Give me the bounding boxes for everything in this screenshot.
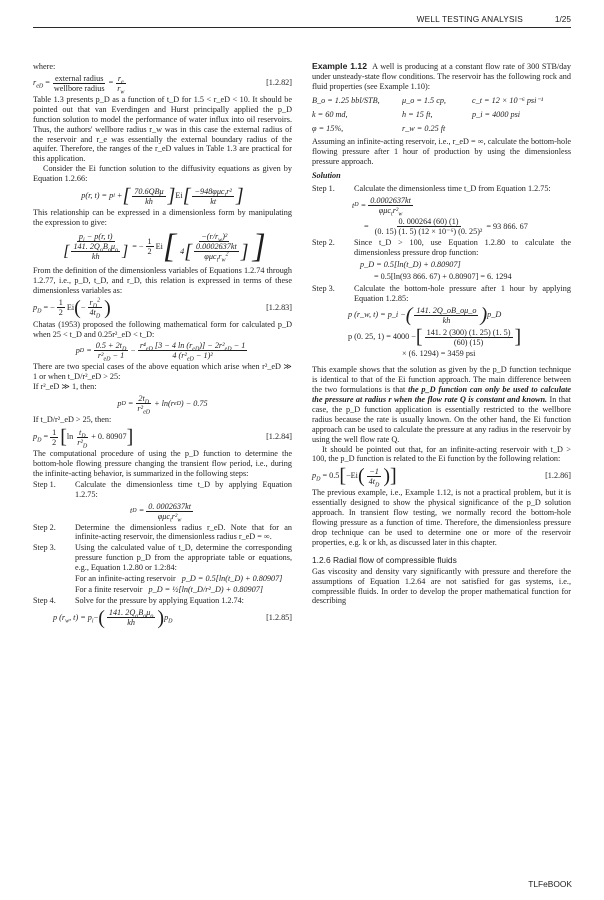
equation-case-1: p D = $\frac{2t_D}{r^2_{eD}}$ + ln(r eD ) − 0.75 <box>117 394 208 416</box>
property-pi: p_i = 4000 psi <box>472 109 521 119</box>
paragraph-compressible: Gas viscosity and density vary significantly with pressure and therefore the assumptions of Equation 1.2.64 are not satisfied for gas systems, i.e., compressible fluids. In order to develop the proper mathematical function for describing <box>312 566 571 606</box>
equation-1-2-66: p(r, t) = p i + [ $\frac{\text{70.6QBμ}}{kh}$ ] Ei [ $\frac{-948\varphi\mu c_tr^2}{kt}$ ] <box>81 185 244 208</box>
solution-step-3-result: × (6. 1294) = 3459 psi <box>402 349 476 359</box>
left-column <box>33 62 292 630</box>
paragraph-dimensionless-intro: This relationship can be expressed in a dimensionless form by manipulating the expression to give: <box>33 208 292 227</box>
step-1: Step 1. Calculate the dimensionless time t_D by applying Equation 1.2.75: <box>33 479 292 499</box>
reservoir-properties <box>312 96 571 134</box>
solution-heading: Solution <box>312 171 341 181</box>
step-3-finite: For a finite reservoir p_D = ½[ln(t_D/r²_D) + 0.80907] <box>75 585 264 594</box>
case-1-label: If r²_eD ≫ 1, then: <box>33 382 97 392</box>
solution-step-1: Step 1. Calculate the dimensionless time t_D from Equation 1.2.75: <box>312 184 551 194</box>
property-empty <box>472 124 572 134</box>
paragraph-table-1-3: Table 1.3 presents p_D as a function of t_D for 1.5 < r_eD < 10. It should be pointed out that van Everdingen and Hurst principally applied the p_D function solution to model the performance of water influx into oil reservoirs. Thus, the authors' wellbore radius r_w was in this case the external radius of the reservoir and r_e was essentially the external boundary radius of the aquifer. Therefore, the ranges of the r_eD values in Table 1.3 are practical for this application. <box>33 94 292 164</box>
solution-step-1-evaluation: = $\frac{0. 000264 (60) (1)}{\text{(0. 15) (1. 5) (12 × 10⁻⁶) (0. 25)²}}$ = 93 866. 67 <box>364 216 528 236</box>
solution-step-2-equation: p_D = 0.5[ln(t_D) + 0.80907] <box>360 259 461 269</box>
property-bo: B_o = 1.25 bbl/STB, <box>312 95 380 105</box>
paragraph-practical: The previous example, i.e., Example 1.12, is not a practical problem, but it is essentially designed to show the physical significance of the p_D solution approach. In transient flow testing, we normally record the bottom-hole flowing pressure as a function of time. Therefore, the dimensionless pressure drop technique can be used to determine one or more of the reservoir properties, e.g. k or kh, as discussed later in this chapter. <box>312 488 571 547</box>
step-4: Step 4. Solve for the pressure by applying Equation 1.2.74: <box>33 595 244 605</box>
right-column <box>312 62 571 606</box>
equation-number: [1.2.84] <box>266 432 292 442</box>
property-h: h = 15 ft, <box>402 109 433 119</box>
paragraph-ei-intro: Consider the Ei function solution to the diffusivity equations as given by Equation 1.2.66: <box>33 164 292 184</box>
equation-number: [1.2.82] <box>266 78 292 88</box>
running-header <box>33 14 571 28</box>
equation-1-2-82: $r_{eD}$ = $\frac{\text{external radius}}{\text{wellbore radius}}$ = $\frac{r_e}{r_w}$ [1.2.82] <box>33 73 292 96</box>
paragraph-chatas: Chatas (1953) proposed the following mathematical form for calculated p_D when 25 < t_D and 0.25r²_eD < t_D: <box>33 319 292 339</box>
example-1-12: Example 1.12 A well is producing at a constant flow rate of 300 STB/day under unsteady-state flow conditions. The reservoir has the following rock and fluid properties (see Example 1.10): <box>312 61 572 91</box>
paragraph-dimensionless-definition: From the definition of the dimensionless variables of Equations 1.2.74 through 1.2.77, i.e., p_D, t_D, and r_D, this relation is expressed in terms of these dimensionless variables as: <box>33 265 292 295</box>
equation-1-2-83: $p_D$ = − $\frac{1}{2}$ Ei ( − $\frac{r_D^2}{4t_D}$ ) [1.2.83] <box>33 296 292 320</box>
section-heading-1-2-6: 1.2.6 Radial flow of compressible fluids <box>312 554 457 565</box>
equation-number: [1.2.83] <box>266 302 292 312</box>
running-title: WELL TESTING ANALYSIS <box>416 14 523 24</box>
equation-chatas: p D = $\frac{0.5 + 2t_D}{r^2_{eD} - 1}$ − $\frac{r^4_{eD} [3 - 4 \ln (r_{eD})] - 2r^2_{eD} - 1}{4 (r^2_{eD} - 1)^2}$ <box>75 341 246 364</box>
paragraph-procedure: The computational procedure of using the p_D function to determine the bottom-hole flowing pressure changing the transient flow period, i.e., during the infinite-acting behavior, is summarized in the following steps: <box>33 449 292 478</box>
equation-dimensionless-form: $p_i - p(r$, t) [ $\frac{141. 2Q_oB_o\mu_o}{kh}$ ] = − $\frac{1}{2}$ Ei [ $-(r/r_w)^2$ 4[ $\frac{0.0002637kt}{\varphi\mu c_tr_w^2}$ ] ] <box>63 227 266 265</box>
where-label: where: <box>33 62 56 71</box>
example-title: Example 1.12 <box>312 61 367 71</box>
solution-step-2-result: = 0.5[ln(93 866. 67) + 0.80907] = 6. 1294 <box>374 271 512 281</box>
paragraph-assumption: Assuming an infinite-acting reservoir, i.e., r_eD = ∞, calculate the bottom-hole flowing pressure after 1 hour of production by using the dimensionless pressure approach. <box>312 137 571 167</box>
equation-1-2-85: p ($r_w$, $t) = p_i$ − ( $\frac{141. 2Q_oB_o\mu_o}{kh}$ ) $p_D$ [1.2.85] <box>53 606 292 629</box>
equation-1-2-84: $p_D$ = $\frac{1}{2}$ [ ln $\frac{t_D}{r^2_D}$ + 0. 80907 ] [1.2.84] <box>33 426 292 450</box>
property-k: k = 60 md, <box>312 109 348 119</box>
step-3-infinite: For an infinite-acting reservoir p_D = 0.5[ln(t_D) + 0.80907] <box>75 574 283 584</box>
paragraph-relation: It should be pointed out that, for an infinite-acting reservoir with t_D > 100, the p_D function is related to the Ei function by the following relation: <box>312 444 571 464</box>
property-phi: φ = 15%, <box>312 123 344 133</box>
page-number: 1/25 <box>554 14 571 24</box>
equation-step-1: t D = $\frac{0. 0002637kt}{\varphi\mu c_tr^2_w}$ <box>130 501 191 524</box>
footer-watermark: TLFeBOOK <box>528 879 572 890</box>
step-2: Step 2. Determine the dimensionless radius r_eD. Note that for an infinite-acting reservoir, the dimensionless radius r_eD = ∞. <box>33 522 292 542</box>
equation-number: [1.2.85] <box>266 612 292 622</box>
paragraph-comparison: This example shows that the solution as given by the p_D function technique is identical to that of the Ei function approach. The main difference between the two formulations is that the p_D function can only be used to calculate the pressure at radius r when the flow rate Q is constant and known. In that case, the p_D function application is essentially restricted to the wellbore radius because the rate is usually known. On the other hand, the Ei function approach can be used to calculate the pressure at any radius in the reservoir by using the well flow rate Q. <box>312 365 571 444</box>
property-mu: μ_o = 1.5 cp, <box>402 95 446 105</box>
solution-step-2: Step 2. Since t_D > 100, use Equation 1.2.80 to calculate the dimensionless pressure drop function: <box>312 237 571 257</box>
solution-step-1-equation: t D = $\frac{0.0002637kt}{\varphi\mu c_tr^2_w}$ <box>352 195 411 218</box>
header-rule <box>33 27 571 28</box>
step-3: Step 3. Using the calculated value of t_D, determine the corresponding pressure function p_D from the appropriate table or equations, e.g., Equation 1.2.80 or 1.2:84: <box>33 543 292 573</box>
solution-step-3: Step 3. Calculate the bottom-hole pressure after 1 hour by applying Equation 1.2.85: <box>312 283 571 303</box>
equation-number: [1.2.86] <box>545 471 571 481</box>
case-2-label: If t_D/r²_eD > 25, then: <box>33 415 112 425</box>
paragraph-special-cases: There are two special cases of the above equation which arise when r²_eD ≫ 1 or when t_D/r²_eD > 25: <box>33 362 292 382</box>
property-ct: c_t = 12 × 10⁻⁶ psi⁻¹ <box>472 95 544 105</box>
solution-step-3-substitution: p (0. 25, 1) = 4000 − [ $\frac{141. 2 (300) (1. 25) (1. 5)}{(60) (15)}$ ] <box>348 326 522 349</box>
equation-1-2-86: $p_D$ = 0.5 [ −Ei ( $\frac{-1}{4t_D}$ ) ] [1.2.86] <box>312 465 571 489</box>
solution-step-3-equation: p (r_w, t) = p_i − ( $\frac{141. 2Q\_oB\_o\mu\_o}{kh}$ ) p_D <box>348 304 502 327</box>
property-rw: r_w = 0.25 ft <box>402 123 446 133</box>
